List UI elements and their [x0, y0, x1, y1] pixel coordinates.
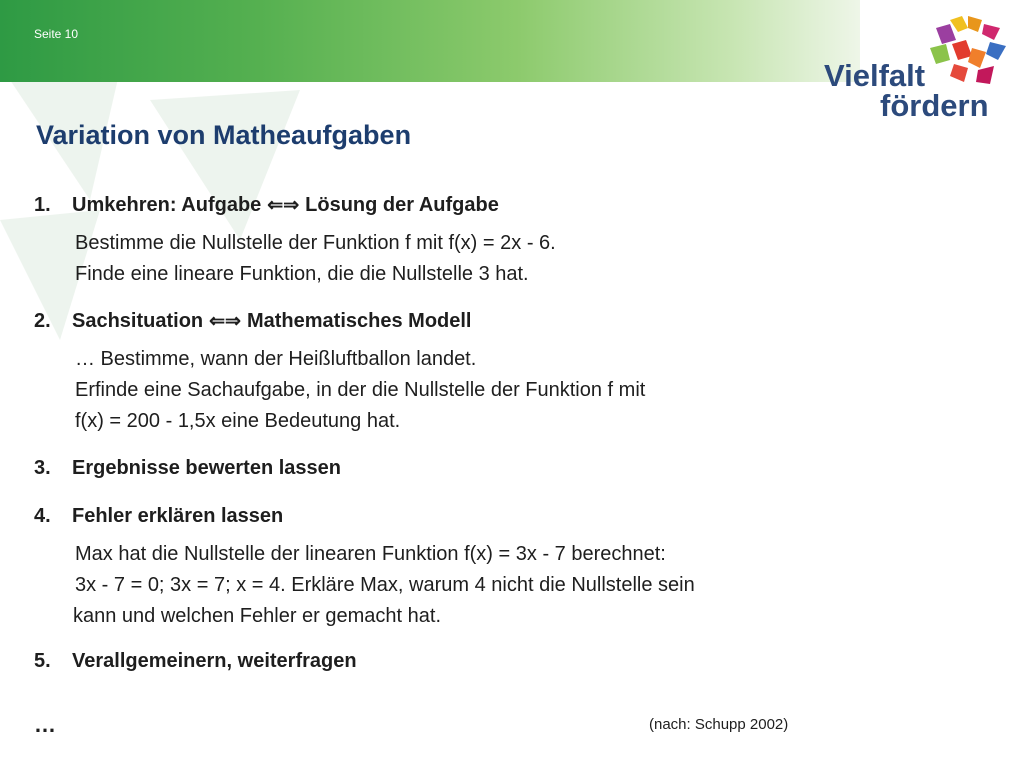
item-number: 3. — [34, 456, 51, 479]
item-number: 1. — [34, 193, 51, 216]
item-example — [75, 539, 814, 632]
header-banner — [0, 0, 860, 82]
example-line: … Bestimme, wann der Heißluftballon landet. — [75, 348, 477, 370]
item-number: 2. — [34, 309, 51, 332]
example-line: kann und welchen Fehler er gemacht hat. — [73, 605, 441, 627]
item-heading-before: Umkehren: Aufgabe — [72, 193, 262, 216]
item-heading-before: Sachsituation — [72, 309, 204, 332]
list-item-heading — [34, 646, 814, 676]
item-example — [75, 344, 814, 437]
list-item-heading — [34, 453, 814, 483]
slide-title: Variation von Matheaufgaben — [36, 120, 412, 150]
item-heading-before: Verallgemeinern, weiterfragen — [72, 649, 357, 672]
item-heading-after: Mathematisches Modell — [246, 309, 472, 332]
task-list — [34, 190, 814, 676]
example-line: f(x) = 200 - 1,5x eine Bedeutung hat. — [75, 410, 401, 432]
list-item-heading — [34, 501, 814, 531]
item-number: 5. — [34, 649, 51, 672]
item-heading-after: Lösung der Aufgabe — [305, 193, 499, 216]
double-arrow-icon: ⇐⇒ — [267, 194, 300, 216]
citation: (nach: Schupp 2002) — [649, 716, 789, 733]
example-line: Finde eine lineare Funktion, die die Nullstelle 3 hat. — [75, 263, 529, 285]
list-item-heading — [34, 190, 814, 220]
item-number: 4. — [34, 504, 51, 527]
item-example — [75, 228, 814, 290]
example-line: 3x - 7 = 0; 3x = 7; x = 4. Erkläre Max, warum 4 nicht die Nullstelle sein — [75, 574, 695, 596]
list-item-heading — [34, 306, 814, 336]
page-number: Seite 10 — [34, 27, 79, 41]
example-line: Erfinde eine Sachaufgabe, in der die Nullstelle der Funktion f mit — [75, 379, 646, 401]
item-heading-before: Ergebnisse bewerten lassen — [72, 456, 342, 479]
vielfalt-foerdern-logo — [820, 14, 1010, 124]
logo-line-1: Vielfalt — [824, 58, 926, 93]
item-heading-before: Fehler erklären lassen — [72, 504, 284, 527]
people-arrows-icon — [928, 14, 1008, 89]
ellipsis: … — [34, 712, 56, 737]
example-line: Bestimme die Nullstelle der Funktion f mit f(x) = 2x - 6. — [75, 232, 556, 254]
logo-line-2: fördern — [880, 88, 989, 123]
double-arrow-icon: ⇐⇒ — [209, 310, 241, 332]
example-line: Max hat die Nullstelle der linearen Funktion f(x) = 3x - 7 berechnet: — [75, 543, 666, 565]
